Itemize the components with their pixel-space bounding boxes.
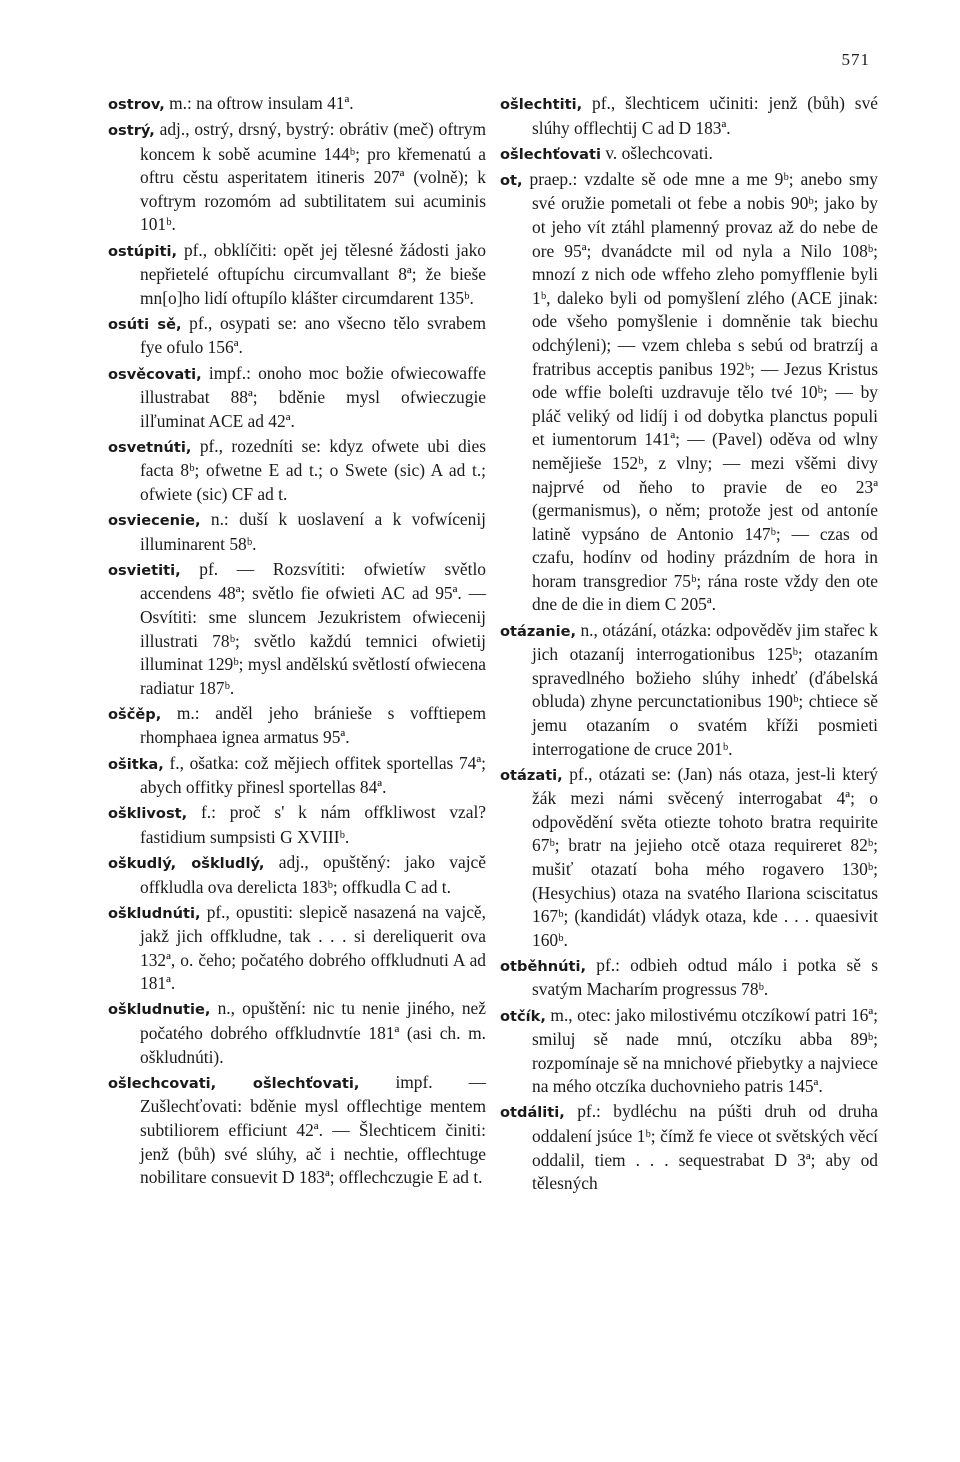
entry-body: pf., rozedníti se: kdyz ofwete ubi dies facta 8ᵇ; ofwetne E ad t.; o Swete (sic) A ad t.; ofwiete (sic) CF ad t.	[140, 435, 486, 504]
dictionary-entry	[108, 997, 486, 1069]
dictionary-entry	[108, 1071, 486, 1190]
entry-body: adj., opuštěný: jako vajcě offkludla ova derelicta 183ᵇ; offkudla C ad t.	[140, 851, 486, 897]
entry-body: pf. — Rozsvítiti: ofwietíw světlo accendens 48ª; světlo fie ofwieti AC ad 95ª. — Osvítiti: sme sluncem Jezukristem ofwiecenij illustrati 78ᵇ; světlo každú temnici ofwietij illuminat 129ᵇ; mysl andělskú světlostí ofwiecena radiatur 187ᵇ.	[140, 558, 486, 698]
entry-body: f.: proč s' k nám offkliwost vzal? fastidium sumpsisti G XVIIIᵇ.	[140, 802, 486, 847]
dictionary-entry	[108, 558, 486, 701]
entry-body: pf.: bydléchu na púšti druh od druha oddalení jsúce 1ᵇ; čímž fe viece ot světských věcí oddalil, tiem . . . sequestrabat D 3ª; aby od tělesných	[532, 1101, 878, 1194]
dictionary-entry	[108, 92, 486, 117]
entry-body: f., ošatka: což mějiech offitek sportellas 74ª; abych offitky přinesl sportellas 84ª.	[140, 752, 486, 798]
entry-body: n., otázání, otázka: odpověděv jim stařec k jich otazaníj interrogationibus 125ᵇ; otazaním spravedlného božieho slúhy inhedť (ďábelská obluda) zhyne percunctationibus 190ᵇ; chtiece sě jemu otazaním o svatém kříži posmieti interrogatione de cruce 201ᵇ.	[532, 619, 878, 759]
entry-headword: ošlechcovati, ošlechťovati,	[108, 1074, 360, 1092]
entry-headword: osúti sě,	[108, 315, 182, 333]
entry-headword: otázanie,	[500, 622, 577, 640]
dictionary-entry	[500, 1100, 878, 1195]
entry-headword: otběhnúti,	[500, 957, 587, 975]
dictionary-entry	[108, 702, 486, 750]
entry-headword: otázati,	[500, 766, 563, 784]
entry-body: m.: na oftrow insulam 41ª.	[164, 93, 354, 113]
dictionary-entry	[500, 1004, 878, 1099]
entry-body: pf., opustiti: slepicě nasazená na vajcě, jakž jich offkludne, tak . . . si dereliquerit ova 132ª, o. čeho; počatého dobrého offkludnuti A ad 181ª.	[140, 901, 486, 994]
entry-headword: osviecenie,	[108, 512, 201, 530]
dictionary-entry	[108, 362, 486, 434]
dictionary-entry	[108, 901, 486, 996]
entry-body: pf., obklíčiti: opět jej tělesné žádosti jako nepřietelé oftupíchu circumvallant 8ª; že bieše mn[o]ho lidí oftupílo klášter circumdarent 135ᵇ.	[140, 239, 486, 308]
entry-headword: ostúpiti,	[108, 242, 178, 260]
dictionary-entry	[500, 763, 878, 953]
entry-body: praep.: vzdalte sě ode mne a me 9ᵇ; anebo smy své oružie pometali ot febe a nobis 90ᵇ; jako by ot jeho vít ztáhl plamenný provaz až do nebe de ore 95ª; dvanádcte mil od nyla a Nilo 108ᵇ; mnozí z nich ode wffeho zleho pomyfflenie byli 1ᵇ, daleko byli od pomyšlení zlého (ACE jinak: ode všeho pomyšlenie i domněnie tak biechu odchýleni); — vzem chleba s sebú od bratrzíj a fratribus acceptis panibus 192ᵇ; — Jezus Kristus ode wffie boleſti uzdravuje tělo tvé 10ᵇ; — by pláč veliký od lidíj i od dobytka planctus populi et iumentorum 141ª; — (Pavel) oděva od wlny nemějieše 152ᵇ, z vlny; — mezi všěmi divy najprvé od ňeho to pravie de eo 23ª (germanismus), o něm; protože jest od antoníe latině vypsáno de Antonio 147ᵇ; — czas od czafu, hodínv od hodiny prázdním de hora in horam transgredior 75ᵇ; rána roste vždy den ote dne de die in diem C 205ª.	[522, 168, 878, 615]
entry-body: impf.: onoho moc božie ofwiecowaffe illustrabat 88ª; bděnie mysl ofwieczugie ilľuminat ACE ad 42ª.	[140, 362, 486, 431]
left-column	[108, 92, 486, 1191]
dictionary-entry	[108, 801, 486, 849]
entry-headword: otčík,	[500, 1007, 546, 1025]
entry-headword: ot,	[500, 171, 523, 189]
dictionary-entry	[108, 118, 486, 237]
dictionary-entry	[500, 142, 878, 167]
entry-headword: osvietiti,	[108, 561, 181, 579]
entry-headword: oškludnutie,	[108, 1001, 211, 1019]
dictionary-entry	[108, 752, 486, 800]
dictionary-entry	[108, 312, 486, 360]
entry-headword: ošitka,	[108, 755, 164, 773]
dictionary-entry	[500, 954, 878, 1002]
entry-body: adj., ostrý, drsný, bystrý: obrátiv (meč) oftrym koncem k sobě acumine 144ᵇ; pro křemenatú a oftru cěstu asperitatem itineris 207ª (volně); k voftrym rozomóm ad subtilitatem sui acuminis 101ᵇ.	[140, 119, 486, 235]
entry-headword: ostrov,	[108, 96, 165, 113]
entry-headword: ošlechtiti,	[500, 96, 583, 113]
entry-body: n.: duší k uoslavení a k vofwícenij illuminarent 58ᵇ.	[140, 509, 486, 554]
entry-headword: ošklivost,	[108, 805, 188, 823]
entry-body: m.: anděl jeho bránieše s vofftiepem rhomphaea ignea armatus 95ª.	[140, 702, 486, 748]
right-column	[500, 92, 878, 1197]
dictionary-entry	[500, 619, 878, 762]
entry-headword: ošlechťovati	[500, 145, 601, 163]
entry-headword: ostrý,	[108, 122, 155, 140]
entry-headword: osvetnúti,	[108, 438, 192, 456]
dictionary-entry	[500, 168, 878, 617]
dictionary-entry	[108, 435, 486, 507]
entry-body: m., otec: jako milostivému otczíkowí patri 16ª; smiluj sě nade mnú, otczíku abba 89ᵇ; rozpomínaje sě na mnichové přiebytky a najviece na mého otczíka duchovnieho patris 145ª.	[532, 1004, 878, 1097]
entry-body: pf., šlechticem učiniti: jenž (bůh) své slúhy offlechtij C ad D 183ª.	[532, 93, 878, 138]
entry-headword: oščěp,	[108, 705, 162, 723]
entry-headword: osvěcovati,	[108, 365, 202, 383]
dictionary-entry	[108, 851, 486, 899]
dictionary-entry	[108, 239, 486, 311]
entry-body: pf.: odbieh odtud málo i potka sě s svatým Macharím progressus 78ᵇ.	[532, 954, 878, 1000]
entry-headword: oškudlý, oškludlý,	[108, 854, 265, 872]
page-number: 571	[841, 50, 870, 69]
entry-body: v. ošlechcovati.	[601, 142, 713, 163]
dictionary-entry	[108, 508, 486, 556]
entry-body: n., opuštění: nic tu nenie jiného, než počatého dobrého offkludnvtíe 181ª (asi ch. m. oškludnúti).	[140, 998, 486, 1067]
entry-headword: otdáliti,	[500, 1104, 565, 1122]
dictionary-entry	[500, 92, 878, 140]
entry-body: impf. — Zušlechťovati: bděnie mysl offlechtige mentem subtiliorem efficiunt 42ª. — Šlechticem činiti: jenž (bůh) své slúhy, ač i nechtie, offlechtuge nobilitare consuevit D 183ª; offlechczugie E ad t.	[140, 1071, 486, 1188]
entry-headword: oškludnúti,	[108, 904, 201, 922]
entry-body: pf., otázati se: (Jan) nás otaza, jest-li který žák mezi námi svěcený interrogabat 4ª; o odpovědění světa otiezte tohoto bratra requirite 67ᵇ; bratr na jejieho otcě otaza requireret 82ᵇ; mušiť otazatí boha mého rogavero 130ᵇ; (Hesychius) otaza na svatého Ilariona sciscitatus 167ᵇ; (kandidát) vládyk otaza, kde . . . quaesivit 160ᵇ.	[532, 763, 878, 950]
entry-body: pf., osypati se: ano všecno tělo svrabem fye ofulo 156ª.	[140, 312, 486, 358]
